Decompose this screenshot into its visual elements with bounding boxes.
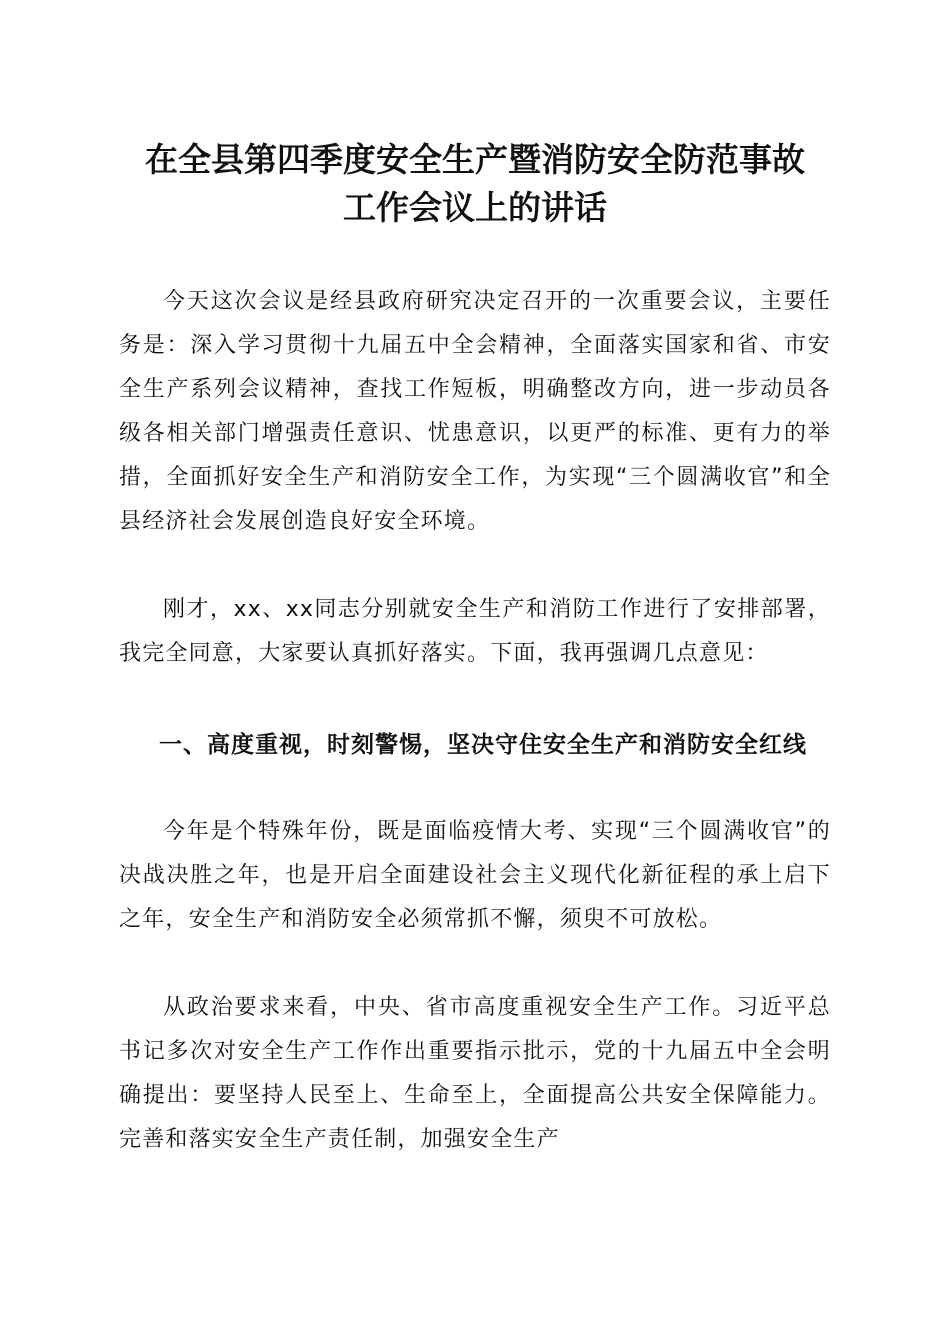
section-1-paragraph-political-requirement: 从政治要求来看，中央、省市高度重视安全生产工作。习近平总书记多次对安全生产工作作出重要指示批示，党的十九届五中全会明确提出：要坚持人民至上、生命至上，全面提高公共安全保障能力。完善和落实安全生产责任制，加强安全生产 [119,995,831,1152]
paragraph-arrangement: 刚才，xx、xx同志分别就安全生产和消防工作进行了安排部署，我完全同意，大家要认真抓好落实。下面，我再强调几点意见： [119,597,831,666]
document-title-line-1: 在全县第四季度安全生产暨消防安全防范事故 [145,140,805,179]
paragraph-intro: 今天这次会议是经县政府研究决定召开的一次重要会议，主要任务是：深入学习贯彻十九届五中全会精神，全面落实国家和省、市安全生产系列会议精神，查找工作短板，明确整改方向，进一步动员各级各相关部门增强责任意识、忧患意识，以更严的标准、更有力的举措，全面抓好安全生产和消防安全工作，为实现“三个圆满收官”和全县经济社会发展创造良好安全环境。 [119,289,831,534]
section-1-paragraph-special-year: 今年是个特殊年份，既是面临疫情大考、实现“三个圆满收官”的决战决胜之年，也是开启全面建设社会主义现代化新征程的承上启下之年，安全生产和消防安全必须常抓不懈，须臾不可放松。 [119,819,831,932]
section-1-heading: 一、高度重视，时刻警惕，坚决守住安全生产和消防安全红线 [159,732,807,758]
document-title-line-2: 工作会议上的讲话 [343,188,607,227]
